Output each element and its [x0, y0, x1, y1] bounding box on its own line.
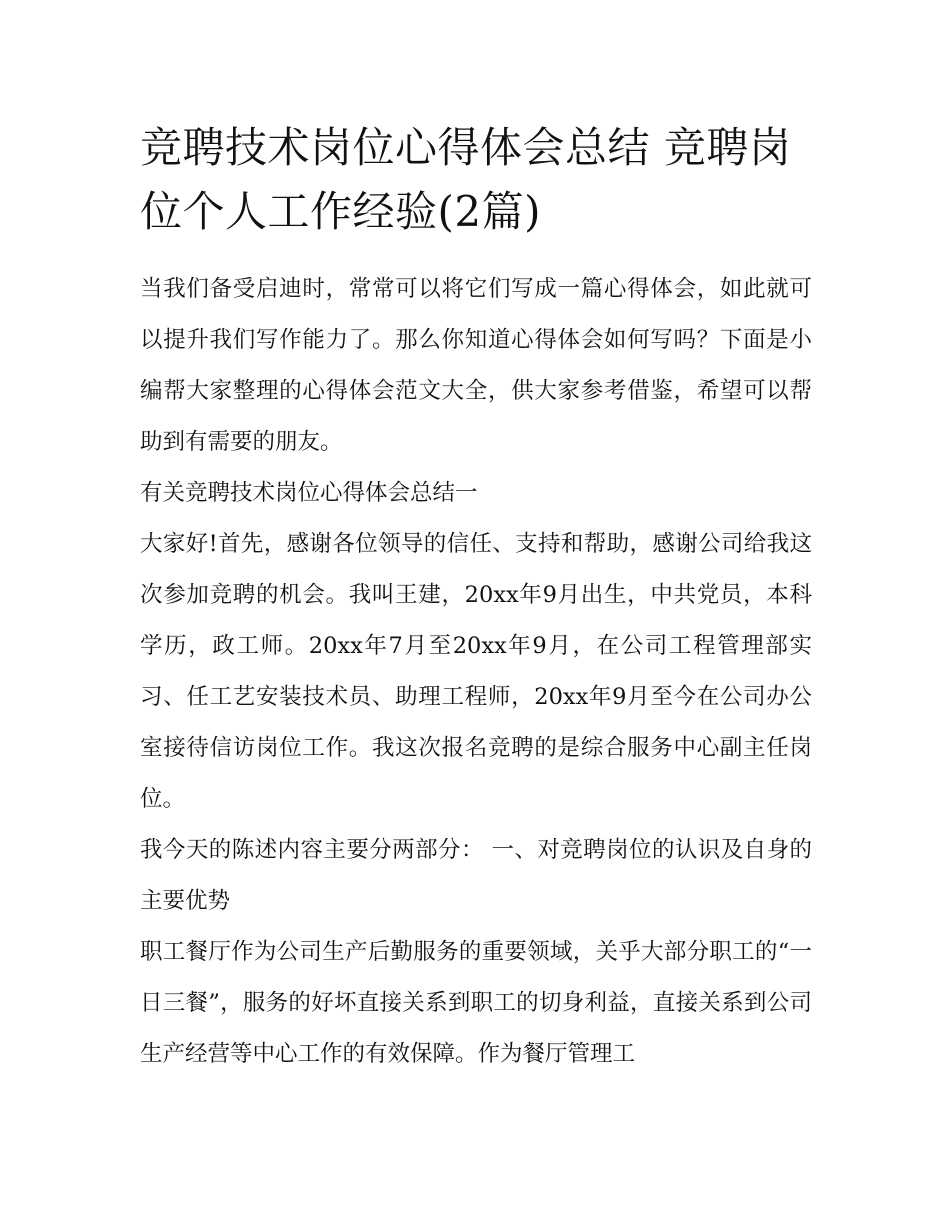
section-heading: 有关竞聘技术岗位心得体会总结一	[140, 480, 478, 506]
canteen-paragraph: 职工餐厅作为公司生产后勤服务的重要领域，关乎大部分职工的“一日三餐”，服务的好坏直接关系到职工的切身利益，直接关系到公司生产经营等中心工作的有效保障。作为餐厅管理工	[140, 939, 812, 1067]
self-introduction-paragraph: 大家好!首先，感谢各位领导的信任、支持和帮助，感谢公司给我这次参加竞聘的机会。我叫王建，20xx年9月出生，中共党员，本科学历，政工师。20xx年7月至20xx年9月，在公司工程管理部实习、任工艺安装技术员、助理工程师，20xx年9月至今在公司办公室接待信访岗位工作。我这次报名竞聘的是综合服务中心副主任岗位。	[140, 531, 812, 812]
outline-paragraph: 我今天的陈述内容主要分两部分： 一、对竞聘岗位的认识及自身的主要优势	[140, 837, 812, 914]
document-title: 竞聘技术岗位心得体会总结 竞聘岗位个人工作经验(2篇)	[140, 123, 792, 236]
document-body	[140, 116, 812, 1080]
intro-paragraph: 当我们备受启迪时，常常可以将它们写成一篇心得体会，如此就可以提升我们写作能力了。那么你知道心得体会如何写吗？下面是小编帮大家整理的心得体会范文大全，供大家参考借鉴，希望可以帮助到有需要的朋友。	[140, 276, 812, 455]
